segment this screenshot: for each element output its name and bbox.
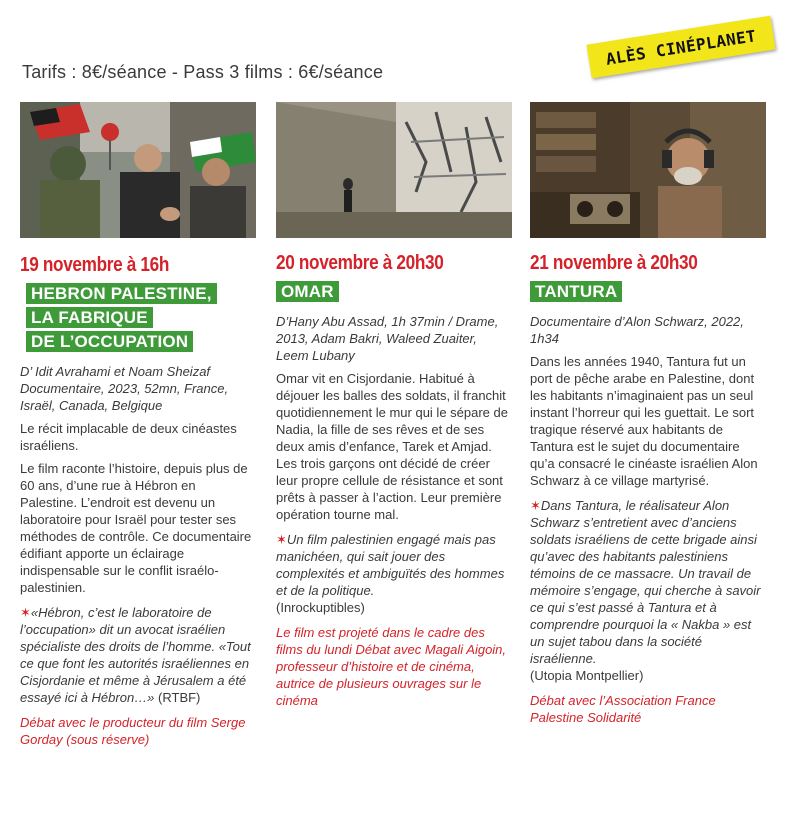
star-icon: ✶ bbox=[530, 498, 541, 513]
press-quote-text: «Hébron, c’est le laboratoire de l’occupation» dit un avocat israélien spécialiste des droits de l’homme. «Tout ce que font les autorités israéliennes en Cisjordanie et même à Jérusalem a été essayé ici à Hébron…» bbox=[20, 605, 251, 705]
film-title bbox=[20, 283, 256, 355]
film-photo-omar bbox=[276, 102, 512, 238]
film-title bbox=[530, 281, 766, 305]
press-quote-text: Un film palestinien engagé mais pas manichéen, qui sait jouer des complexités et ambiguïtés des hommes et de la politique. bbox=[276, 532, 505, 598]
film-credits: D’ Idit Avrahami et Noam Sheizaf Documentaire, 2023, 52mn, France, Israël, Canada, Belgique bbox=[20, 364, 229, 413]
film-date: 19 novembre à 16h bbox=[20, 254, 170, 276]
film-title-line: HEBRON PALESTINE, bbox=[26, 283, 217, 304]
film-column-omar bbox=[276, 102, 512, 709]
film-title-line: DE L’OCCUPATION bbox=[26, 331, 193, 352]
film-synopsis: Le film raconte l’histoire, depuis plus de 60 ans, d’une rue à Hébron en Palestine. L’endroit est devenu un laboratoire pour Israël pour tester ses méthodes de contrôle. Ce documentaire édifiant apporte un éclairage indispensable sur le conflit israélo-palestinien. bbox=[20, 461, 252, 595]
film-column-hebron bbox=[20, 102, 256, 748]
film-title-line: LA FABRIQUE bbox=[26, 307, 153, 328]
press-quote bbox=[530, 497, 766, 684]
film-photo-tantura bbox=[530, 102, 766, 238]
press-quote-source: (RTBF) bbox=[154, 690, 201, 705]
debate-note: Débat avec le producteur du film Serge Gorday (sous réserve) bbox=[20, 715, 246, 747]
film-credits: Documentaire d’Alon Schwarz, 2022, 1h34 bbox=[530, 314, 744, 346]
cinema-stamp-label: ALÈS CINÉPLANET bbox=[604, 25, 758, 69]
film-date: 20 novembre à 20h30 bbox=[276, 252, 444, 274]
film-title-line: OMAR bbox=[276, 281, 339, 302]
star-icon: ✶ bbox=[276, 532, 287, 547]
film-credits: D’Hany Abu Assad, 1h 37min / Drame, 2013, Adam Bakri, Waleed Zuaiter, Leem Lubany bbox=[276, 314, 499, 363]
film-column-tantura bbox=[530, 102, 766, 726]
film-synopsis: Dans les années 1940, Tantura fut un port de pêche arabe en Palestine, dont les habitants n’imaginaient pas un seul instant l’horreur qui les guettait. Le sort tragique réservé aux habitants de Tantura est le sujet du documentaire qu’a consacré le cinéaste israélien Alon Schwarz à ce village martyrisé. bbox=[530, 354, 758, 488]
film-date: 21 novembre à 20h30 bbox=[530, 252, 698, 274]
film-synopsis: Omar vit en Cisjordanie. Habitué à déjouer les balles des soldats, il franchit quotidiennement le mur qui le sépare de Nadia, la fille de ses rêves et de ses deux amis d’enfance, Tarek et Amjad. Les trois garçons ont décidé de créer leur propre cellule de résistance et sont prêts à passer à l’action. Leur première opération tourne mal. bbox=[276, 371, 508, 522]
tarifs-text: Tarifs : 8€/séance - Pass 3 films : 6€/séance bbox=[22, 62, 384, 82]
debate-note: Le film est projeté dans le cadre des films du lundi Débat avec Magali Aigoin, professeur d’histoire et de cinéma, autrice de plusieurs ouvrages sur le cinéma bbox=[276, 625, 507, 708]
debate-note: Débat avec l’Association France Palestine Solidarité bbox=[530, 693, 716, 725]
press-quote-source: (Utopia Montpellier) bbox=[530, 668, 644, 683]
press-quote-text: Dans Tantura, le réalisateur Alon Schwarz s’entretient avec d’anciens soldats israéliens de cette brigade ainsi qu’avec des habitants palestiniens témoins de ce massacre. Un travail de mémoire s’engage, qui cherche à savoir ce qui s’est passé à Tantura et à comprendre pourquoi la « Nakba » est un sujet tabou dans la société israélienne. bbox=[530, 498, 761, 666]
film-title bbox=[276, 281, 512, 305]
star-icon: ✶ bbox=[20, 605, 31, 620]
film-summary: Le récit implacable de deux cinéastes israéliens. bbox=[20, 421, 237, 453]
press-quote-source: (Inrockuptibles) bbox=[276, 600, 365, 615]
film-title-line: TANTURA bbox=[530, 281, 622, 302]
film-photo-hebron bbox=[20, 102, 256, 238]
press-quote bbox=[20, 604, 256, 706]
press-quote bbox=[276, 531, 512, 616]
cinema-stamp bbox=[586, 16, 775, 79]
